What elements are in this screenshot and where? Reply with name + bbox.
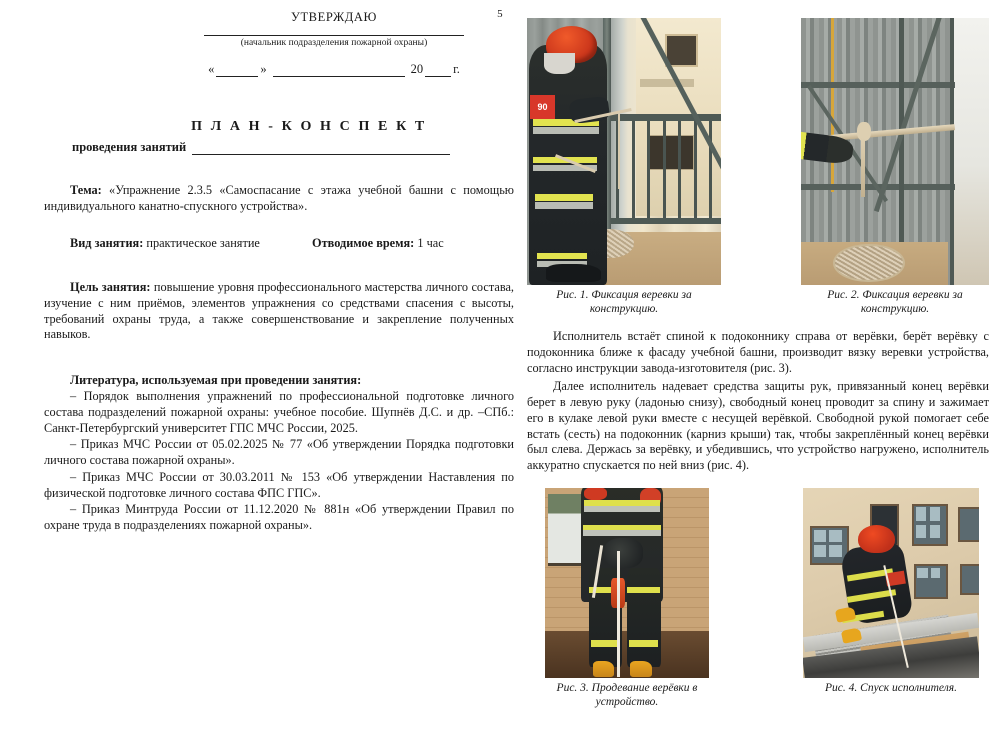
time-label: Отводимое время: (312, 236, 415, 251)
time-value: 1 час (417, 236, 444, 251)
lesson-type-row (44, 236, 514, 252)
subtitle-fill-blank (192, 141, 450, 155)
figure-row-bottom (527, 488, 989, 710)
document-subtitle-row (44, 140, 514, 155)
figure-1-caption: Рис. 1. Фиксация веревки за конструкцию. (556, 289, 692, 315)
approval-subtitle: (начальник подразделения пожарной охраны) (240, 38, 428, 48)
topic-paragraph (44, 183, 514, 214)
right-column (527, 18, 989, 710)
approval-title: УТВЕРЖДАЮ (291, 10, 377, 24)
date-quote-close: » (260, 62, 267, 76)
goal-label: Цель занятия: (70, 280, 151, 295)
lesson-type-label: Вид занятия: (70, 236, 144, 251)
photo-rope-fixation-1 (527, 18, 721, 285)
helmet-icon (858, 525, 895, 554)
literature-item: – Порядок выполнения упражнений по профессиональной подготовке личного состава подразделений пожарной охраны: учебное пособие. Шупнёв Д.С. и др. –СПб.: Санкт-Петербургский университет ГПС МЧС России, 2025. (44, 389, 514, 435)
date-day-blank (216, 64, 258, 77)
goal-value: повышение уровня профессионального мастерства личного состава, изучение с ним приёмов, элементов упражнения со средствами спасения с высоты, требований охраны труда, а также совершенствование и закрепление полученных навыков. (44, 280, 514, 342)
photo-rope-through-device (545, 488, 709, 678)
literature-item: – Приказ МЧС России от 30.03.2011 № 153 «Об утверждении Наставления по физической подготовке личного состава ФПС ГПС». (44, 469, 514, 500)
date-quote-open: « (208, 62, 215, 76)
page-title: П Л А Н - К О Н С П Е К Т (191, 119, 427, 134)
rope-coil (833, 244, 905, 283)
figure-4-caption: Рис. 4. Спуск исполнителя. (825, 682, 957, 695)
left-column (44, 10, 514, 534)
date-year-prefix: 20 (410, 62, 424, 76)
figure-3-caption: Рис. 3. Продевание верёвки в устройство. (556, 682, 698, 709)
page-number: 5 (497, 8, 503, 20)
rope (617, 551, 620, 676)
gloves (604, 538, 643, 568)
figure-2-caption: Рис. 2. Фиксация веревки за конструкцию. (827, 289, 963, 315)
figure-2 (801, 18, 989, 317)
literature-heading: Литература, используемая при проведении занятия: (70, 373, 362, 388)
body-paragraph-2: Далее исполнитель надевает средства защиты рук, привязанный конец верёвки берет в левую руку (ладонью снизу), свободный конец проводит за спину и зажимает его в кулаке левой руки вместе с несущей верёвкой. Свободной рукой помогает себе встать (сесть) на подоконник (карниз крыши) так, чтобы закреплённый конец верёвки был слева. Держась за верёвку, и убедившись, что устройство нагружено, исполнитель аккуратно спускается по ней вниз (рис. 4). (527, 378, 989, 473)
topic-label: Тема: (70, 183, 102, 197)
goal-paragraph (44, 280, 514, 343)
topic-value: «Упражнение 2.3.5 «Самоспасание с этажа учебной башни с помощью индивидуального канатно-спускного устройства». (44, 183, 514, 213)
date-month-blank (273, 64, 405, 77)
approval-block (189, 10, 479, 77)
date-year-blank (425, 64, 451, 77)
literature-item: – Приказ Минтруда России от 11.12.2020 № 881н «Об утверждении Правил по охране труда в подразделениях пожарной охраны». (44, 502, 514, 533)
literature-item: – Приказ МЧС России от 05.02.2025 № 77 «Об утверждении Порядка подготовки личного состава пожарной охраны». (44, 437, 514, 468)
approval-signature-line (204, 35, 464, 36)
figure-4 (803, 488, 979, 696)
figure-3 (537, 488, 717, 710)
body-paragraph-1: Исполнитель встаёт спиной к подоконнику справа от верёвки, берёт верёвку с подоконника ближе к фасаду учебной башни, производит вязку веревки устройства, согласно инструкции завода-изготовителя (рис. 3). (527, 328, 989, 375)
approval-date-line (189, 62, 479, 77)
lesson-type-value: практическое занятие (146, 236, 260, 251)
document-subtitle: проведения занятий (72, 140, 187, 154)
figure-1 (527, 18, 721, 317)
badge-number: 90 (530, 95, 555, 119)
figure-row-top (527, 18, 989, 317)
photo-rope-fixation-2 (801, 18, 989, 285)
photo-descent (803, 488, 979, 678)
date-year-suffix: г. (453, 62, 460, 76)
